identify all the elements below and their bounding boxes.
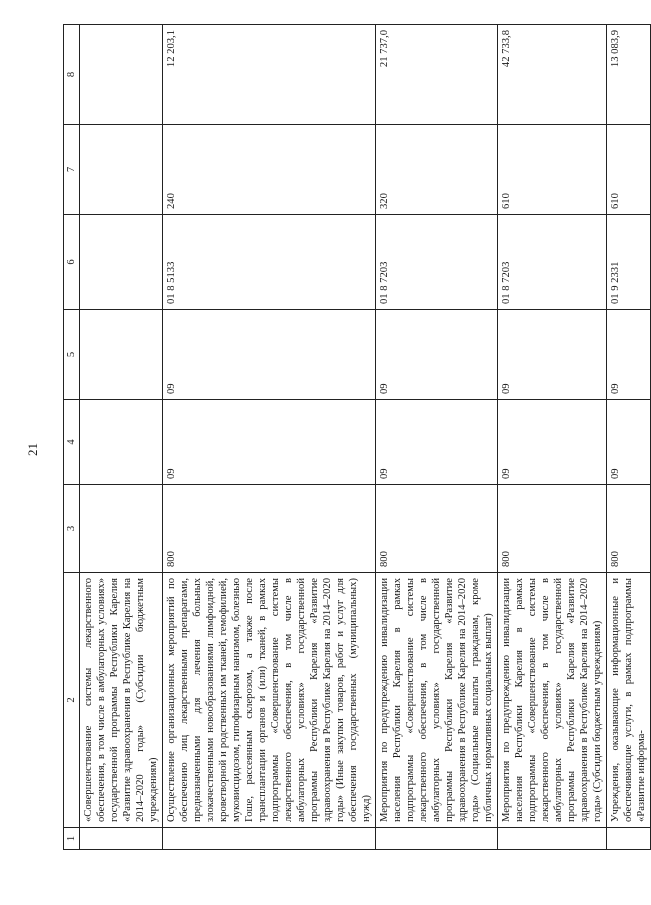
expense-type-cell: 240	[163, 125, 376, 215]
subsection-code-cell	[80, 310, 163, 400]
target-article-cell: 01 8 5133	[163, 215, 376, 310]
section-code-cell: 09	[376, 400, 498, 485]
row-number-cell	[607, 828, 651, 850]
subsection-code-cell: 09	[376, 310, 498, 400]
budget-table-rotated	[63, 25, 647, 850]
expense-type-cell: 610	[498, 125, 607, 215]
expense-type-cell: 320	[376, 125, 498, 215]
amount-cell: 42 733,8	[498, 25, 607, 125]
table-row	[498, 25, 607, 850]
row-number-cell	[163, 828, 376, 850]
subsection-code-cell: 09	[607, 310, 651, 400]
subsection-code-cell: 09	[163, 310, 376, 400]
subsection-code-cell: 09	[498, 310, 607, 400]
target-article-cell	[80, 215, 163, 310]
table-row	[80, 25, 163, 850]
column-header: 8	[64, 25, 80, 125]
ministry-code-cell: 800	[163, 485, 376, 573]
section-code-cell: 09	[163, 400, 376, 485]
description-cell: Мероприятия по предупреждению инвалидизации населения Республики Карелия в рамках подпрограммы «Совершенствование системы лекарственного обеспечения, в том числе в амбулаторных условиях» государственной программы Республики Карелия «Развитие здравоохранения в Республике Карелия на 2014–2020 годы» (Социальные выплаты гражданам, кроме публичных нормативных социальных выплат)	[376, 573, 498, 828]
expense-type-cell: 610	[607, 125, 651, 215]
amount-cell	[80, 25, 163, 125]
target-article-cell: 01 8 7203	[376, 215, 498, 310]
budget-table	[63, 24, 651, 850]
column-header: 2	[64, 573, 80, 828]
target-article-cell: 01 9 2331	[607, 215, 651, 310]
header-row	[64, 25, 80, 850]
ministry-code-cell	[80, 485, 163, 573]
table-row	[607, 25, 651, 850]
column-header: 4	[64, 400, 80, 485]
ministry-code-cell: 800	[498, 485, 607, 573]
column-header: 5	[64, 310, 80, 400]
table-row	[163, 25, 376, 850]
ministry-code-cell: 800	[607, 485, 651, 573]
column-header: 1	[64, 828, 80, 850]
description-cell: Учреждения, оказывающие информационные и обеспечивающие услуги, в рамках подпрограммы «Развитие информа-	[607, 573, 651, 828]
description-cell: Осуществление организационных мероприятий по обеспечению лиц лекарственными препаратами, предназначенными для лечения больных злокачественными новообразованиями лимфоидной, кроветворной и родственных им тканей, гемофилией, муковисцидозом, гипофизарным нанизмом, болезнью Гоше, рассеянным склерозом, а также после трансплантации органов и (или) тканей, в рамках подпрограммы «Совершенствование системы лекарственного обеспечения, в том числе в амбулаторных условиях» государственной программы Республики Карелия «Развитие здравоохранения в Республике Карелия на 2014–2020 годы» (Иные закупки товаров, работ и услуг для обеспечения государственных (муниципальных) нужд)	[163, 573, 376, 828]
section-code-cell: 09	[498, 400, 607, 485]
row-number-cell	[498, 828, 607, 850]
section-code-cell: 09	[607, 400, 651, 485]
amount-cell: 21 737,0	[376, 25, 498, 125]
column-header: 3	[64, 485, 80, 573]
expense-type-cell	[80, 125, 163, 215]
amount-cell: 12 203,1	[163, 25, 376, 125]
column-header: 7	[64, 125, 80, 215]
amount-cell: 13 083,9	[607, 25, 651, 125]
row-number-cell	[376, 828, 498, 850]
table-row	[376, 25, 498, 850]
description-cell: «Совершенствование системы лекарственного обеспечения, в том числе в амбулаторных условиях» государственной программы Республики Карелия «Развитие здравоохранения в Республике Карелия на 2014–2020 годы» (Субсидии бюджетным учреждениям)	[80, 573, 163, 828]
description-cell: Мероприятия по предупреждению инвалидизации населения Республики Карелия в рамках подпрограммы «Совершенствование системы лекарственного обеспечения, в том числе в амбулаторных условиях» государственной программы Республики Карелия «Развитие здравоохранения в Республике Карелия на 2014–2020 годы» (Субсидии бюджетным учреждениям)	[498, 573, 607, 828]
page-number: 21	[25, 443, 40, 456]
column-header: 6	[64, 215, 80, 310]
ministry-code-cell: 800	[376, 485, 498, 573]
target-article-cell: 01 8 7203	[498, 215, 607, 310]
row-number-cell	[80, 828, 163, 850]
section-code-cell	[80, 400, 163, 485]
